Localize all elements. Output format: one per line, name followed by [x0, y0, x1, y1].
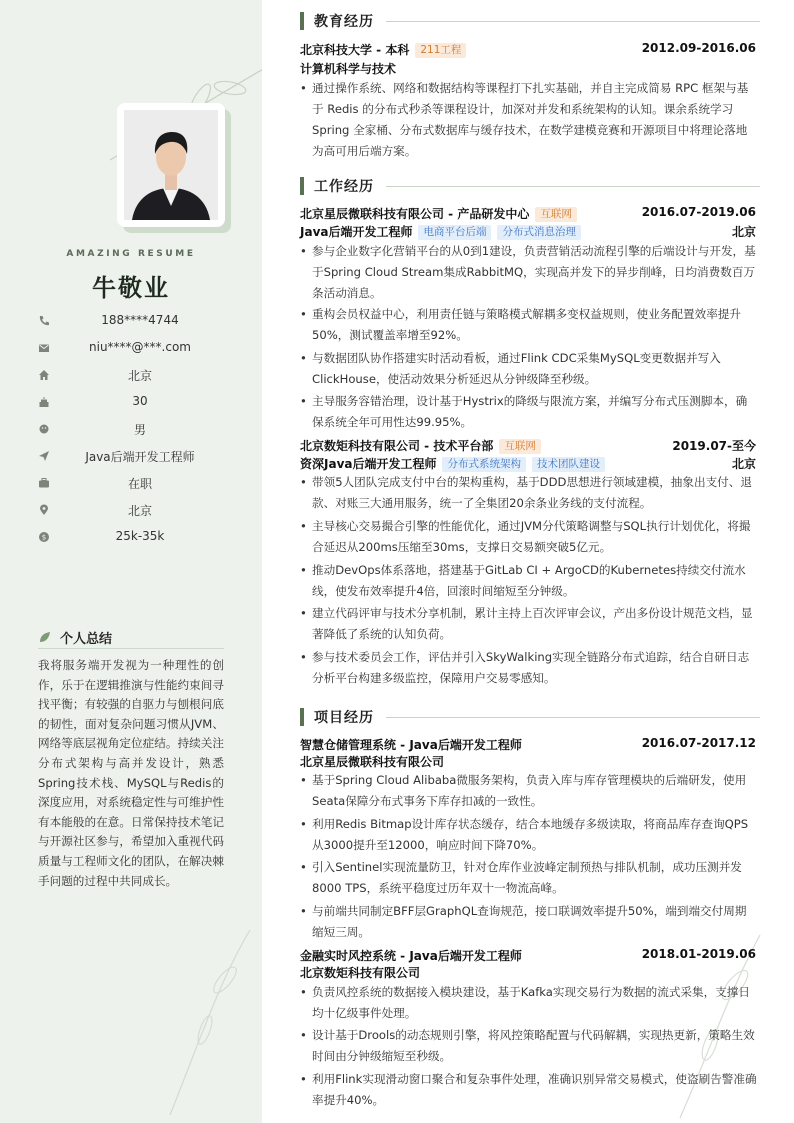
education-bullet: • 通过操作系统、网络和数据结构等课程打下扎实基础，并自主完成简易 RPC 框架与基于 Redis 的分布式秒杀等课程设计，加深对并发和系统架构的认知。课余系统学习 Spring 全家桶、分布式数据库与缓存技术，在数学建模竞赛和开源项目中将理论落地为高可用后端方案。	[300, 81, 749, 158]
project-company: 北京星辰微联科技有限公司	[300, 755, 445, 769]
email-address: niu****@***.com	[89, 340, 191, 354]
summary-title: 个人总结	[60, 632, 113, 647]
skill-tag: 技术团队建设	[532, 457, 605, 472]
section-divider	[386, 717, 760, 718]
job-company: 北京星辰微联科技有限公司 - 产品研发中心	[300, 207, 530, 221]
job-company: 北京数矩科技有限公司 - 技术平台部	[300, 439, 494, 453]
section-title-education: 教育经历	[314, 14, 374, 30]
project-1-bullet: • 基于Spring Cloud Alibaba微服务架构，负责入库与库存管理模块的后端研发，使用Seata保障分布式事务下库存扣减的一致性。	[300, 773, 747, 808]
svg-text:$: $	[41, 533, 47, 542]
job-2-bullet: • 建立代码评审与技术分享机制，累计主持上百次评审会议，产出多份设计规范文档，显著降低了系统的认知负荷。	[300, 606, 753, 641]
education-major-row	[300, 60, 756, 77]
project-company: 北京数矩科技有限公司	[300, 966, 421, 980]
school-name: 北京科技大学 - 本科	[300, 43, 410, 57]
work-city: 北京	[127, 504, 152, 518]
project-1-company-row	[300, 753, 756, 770]
project-1-bullet: • 引入Sentinel实现流量防卫，针对仓库作业波峰定制预热与排队机制，成功压测并发8000 TPS，系统平稳度过历年双十一物流高峰。	[300, 860, 742, 895]
avatar	[124, 110, 218, 220]
job-2-bullet: • 参与技术委员会工作，评估并引入SkyWalking实现全链路分布式追踪，结合自研日志分析平台构建多级监控，保障用户交易零感知。	[300, 650, 750, 685]
industry-badge: 互联网	[499, 439, 541, 454]
info-row-age	[0, 393, 262, 420]
section-divider	[386, 186, 760, 187]
info-row-home	[0, 366, 262, 393]
job-1-bullet: • 与数据团队协作搭建实时活动看板，通过Flink CDC采集MySQL变更数据并写入ClickHouse，使活动效果分析延迟从分钟级降至秒级。	[300, 351, 721, 386]
job-2-bullet: • 主导核心交易撮合引擎的性能优化，通过JVM分代策略调整与SQL执行计划优化，将撮合延迟从200ms压缩至30ms，支撑日交易额突破5亿元。	[300, 519, 751, 554]
project-name: 智慧仓储管理系统 - Java后端开发工程师	[300, 738, 522, 752]
project-1-title-row	[300, 736, 756, 753]
candidate-name: 牛敬业	[92, 274, 170, 302]
info-row-status	[0, 474, 262, 501]
sidebar	[0, 0, 262, 1123]
job-2-role-row	[300, 455, 756, 472]
contact-info-list	[0, 312, 262, 555]
job-1-bullet: • 主导服务容错治理，设计基于Hystrix的降级与限流方案，并编写分布式压测脚本，确保系统全年可用性达99.95%。	[300, 394, 748, 429]
project-1-bullet: • 与前端共同制定BFF层GraphQL查询规范，接口联调效率提升50%，端到端交付周期缩短三周。	[300, 904, 747, 939]
leaf-decoration-bottom	[130, 920, 260, 1120]
info-row-email	[0, 339, 262, 366]
job-1-bullet: • 参与企业数字化营销平台的从0到1建设，负责营销活动流程引擎的后端设计与开发，基于Spring Cloud Stream集成RabbitMQ，实现高并发下的异步削峰，日均消费数百万条活动消息。	[300, 244, 756, 300]
project-2-company-row	[300, 964, 756, 981]
section-divider	[386, 21, 760, 22]
job-2-bullet: • 带领5人团队完成支付中台的架构重构，基于DDD思想进行领域建模，抽象出支付、退款、对账三大通用服务，统一了全集团20余条业务线的支付流程。	[300, 475, 752, 510]
age: 30	[132, 394, 148, 408]
job-city: 北京	[731, 225, 756, 239]
job-role: Java后端开发工程师	[300, 225, 413, 239]
section-title-work: 工作经历	[314, 179, 374, 195]
project-period: 2018.01-2019.06	[641, 947, 756, 961]
skill-tag: 分布式系统架构	[442, 457, 526, 472]
section-work-header	[300, 175, 760, 197]
summary-divider	[38, 648, 224, 649]
info-row-location	[0, 501, 262, 528]
job-role: 资深Java后端开发工程师	[300, 457, 437, 471]
project-name: 金融实时风控系统 - Java后端开发工程师	[300, 949, 522, 963]
project-2-bullet: • 设计基于Drools的动态规则引擎，将风控策略配置与代码解耦，实现热更新，策略生效时间由分钟级缩短至秒级。	[300, 1028, 755, 1063]
job-1-role-row	[300, 223, 756, 240]
tagline: AMAZING RESUME	[66, 249, 196, 259]
project-2-title-row	[300, 947, 756, 964]
job-city: 北京	[731, 457, 756, 471]
project-period: 2016.07-2017.12	[641, 736, 756, 750]
job-status: 在职	[127, 477, 152, 491]
job-period: 2019.07-至今	[672, 439, 756, 453]
gender: 男	[133, 423, 146, 437]
education-school-row	[300, 41, 756, 58]
job-2-bullet: • 推动DevOps体系落地，搭建基于GitLab CI + ArgoCD的Kubernetes持续交付流水线，使发布效率提升4倍，回滚时间缩短至分钟级。	[300, 563, 746, 598]
education-major: 计算机科学与技术	[300, 62, 397, 76]
project-2-bullet: • 负责风控系统的数据接入模块建设，基于Kafka实现交易行为数据的流式采集，支撑日均十亿级事件处理。	[300, 985, 750, 1020]
job-period: 2016.07-2019.06	[641, 205, 756, 219]
section-marker	[300, 12, 304, 30]
phone-number: 188****4744	[101, 313, 179, 327]
section-education-header	[300, 10, 760, 32]
industry-badge: 互联网	[535, 207, 577, 222]
section-marker	[300, 177, 304, 195]
info-row-salary	[0, 528, 262, 555]
info-row-gender	[0, 420, 262, 447]
summary-header	[38, 628, 238, 648]
job-1-company-row	[300, 205, 756, 222]
leaf-icon	[38, 631, 51, 644]
target-position: Java后端开发工程师	[85, 450, 195, 464]
avatar-frame	[117, 103, 225, 227]
job-2-company-row	[300, 437, 756, 454]
skill-tag: 分布式消息治理	[497, 225, 581, 240]
skill-tag: 电商平台后端	[418, 225, 491, 240]
info-row-position	[0, 447, 262, 474]
hometown: 北京	[127, 369, 152, 383]
section-title-projects: 项目经历	[314, 710, 374, 726]
info-row-phone	[0, 312, 262, 339]
education-period: 2012.09-2016.06	[641, 41, 756, 55]
section-marker	[300, 708, 304, 726]
school-badge: 211工程	[415, 43, 466, 58]
expected-salary: 25k-35k	[115, 529, 165, 543]
project-2-bullet: • 利用Flink实现滑动窗口聚合和复杂事件处理，准确识别异常交易模式，使盗刷告警准确率提升40%。	[300, 1072, 757, 1107]
summary-text: 我将服务端开发视为一种理性的创作，乐于在逻辑推演与性能约束间寻找平衡；有较强的自驱力与刨根问底的韧性，面对复杂问题习惯从JVM、网络等底层视角定位症结。持续关注分布式架构与高并发设计，熟悉Spring技术栈、MySQL与Redis的深度应用，对系统稳定性与可维护性有本能般的在意。日常保持技术笔记与开源社区参与，希望加入重视代码质量与工程师文化的团队，在解决棘手问题的过程中共同成长。	[38, 658, 224, 888]
project-1-bullet: • 利用Redis Bitmap设计库存状态缓存，结合本地缓存多级读取，将商品库存查询QPS从3000提升至12000，响应时间下降70%。	[300, 817, 749, 852]
section-projects-header	[300, 706, 760, 728]
job-1-bullet: • 重构会员权益中心，利用责任链与策略模式解耦多变权益规则，使业务配置效率提升50%，测试覆盖率增至92%。	[300, 307, 741, 342]
